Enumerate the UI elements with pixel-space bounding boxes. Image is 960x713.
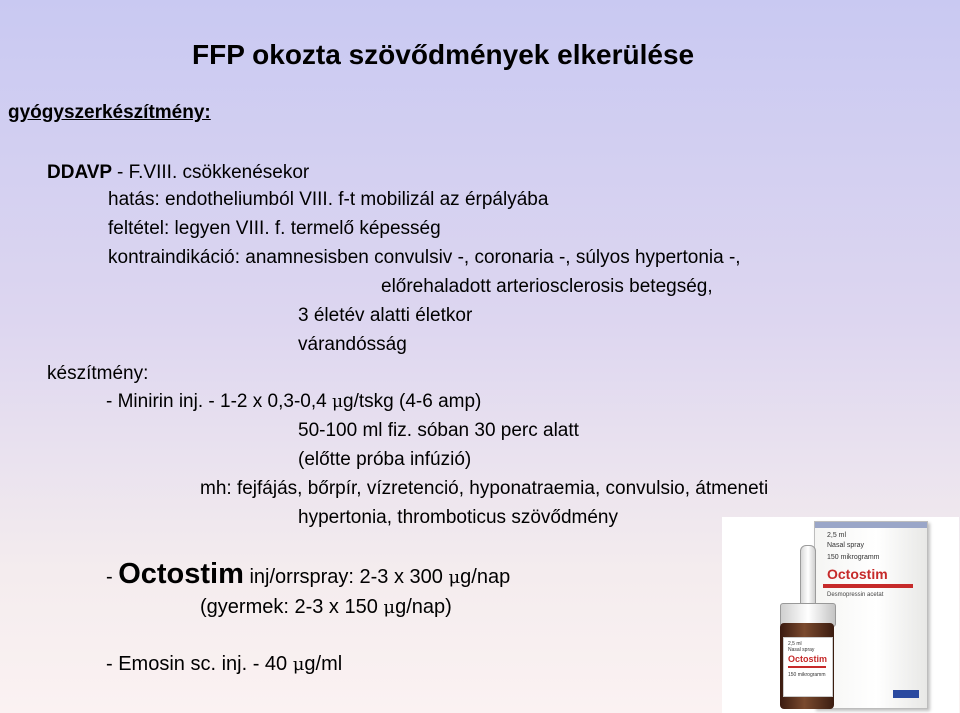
ddavp-contraindication-2: előrehaladott arteriosclerosis betegség, bbox=[381, 276, 713, 297]
ddavp-contraindication-1: kontraindikáció: anamnesisben convulsiv -, coronaria -, súlyos hypertonia -, bbox=[108, 247, 741, 268]
bottle-brand: Octostim bbox=[788, 654, 828, 664]
octostim-child-line bbox=[200, 597, 452, 617]
box-subtitle: Desmopressin acetat bbox=[827, 592, 884, 598]
box-type: Nasal spray bbox=[827, 542, 864, 549]
octostim-child-unit: g/nap) bbox=[395, 596, 452, 618]
box-doses: 150 mikrogramm bbox=[827, 554, 880, 561]
bottle-stripe bbox=[788, 666, 826, 668]
mu-symbol: μ bbox=[331, 392, 344, 412]
mu-symbol: μ bbox=[292, 654, 305, 675]
mu-symbol: μ bbox=[383, 597, 396, 618]
octostim-line bbox=[106, 560, 510, 589]
octostim-product-image bbox=[722, 517, 959, 713]
box-volume: 2,5 ml bbox=[827, 532, 847, 539]
octostim-dose: inj/orrspray: 2-3 x 300 bbox=[243, 566, 449, 588]
minirin-side-effects: mh: fejfájás, bőrpír, vízretenció, hyponatraemia, convulsio, átmeneti bbox=[200, 478, 769, 499]
ddavp-contraindication-3: 3 életév alatti életkor bbox=[298, 305, 473, 326]
ddavp-separator: - bbox=[117, 162, 124, 183]
box-logo bbox=[893, 690, 919, 698]
spray-nozzle bbox=[800, 545, 816, 607]
bottle-doses: 150 mikrogramm bbox=[788, 672, 826, 678]
ddavp-name: DDAVP bbox=[47, 162, 112, 183]
minirin-side-effects-2: hypertonia, thromboticus szövődmény bbox=[298, 507, 618, 528]
emosin-dose: - Emosin sc. inj. - 40 bbox=[106, 653, 293, 675]
bottle-type: Nasal spray bbox=[788, 647, 815, 653]
ddavp-line-1 bbox=[47, 163, 309, 182]
ddavp-indication: F.VIII. csökkenésekor bbox=[128, 162, 310, 183]
minirin-dose: - Minirin inj. - 1-2 x 0,3-0,4 bbox=[106, 391, 332, 412]
minirin-infusion: 50-100 ml fiz. sóban 30 perc alatt bbox=[298, 420, 579, 441]
box-stripe bbox=[823, 584, 913, 588]
octostim-name: Octostim bbox=[118, 558, 244, 590]
page-title: FFP okozta szövődmények elkerülése bbox=[192, 39, 695, 70]
octostim-child-dose: (gyermek: 2-3 x 150 bbox=[200, 596, 384, 618]
ddavp-effect: hatás: endotheliumból VIII. f-t mobilizál az érpályába bbox=[108, 189, 549, 210]
ddavp-contraindication-4: várandósság bbox=[298, 334, 407, 355]
bottle-label bbox=[783, 637, 833, 697]
spray-bottle bbox=[780, 623, 834, 709]
octostim-unit: g/nap bbox=[460, 566, 511, 588]
minirin-unit: g/tskg (4-6 amp) bbox=[343, 391, 482, 412]
emosin-line bbox=[106, 654, 342, 674]
keszitmeny-label: készítmény: bbox=[47, 363, 149, 384]
emosin-unit: g/ml bbox=[304, 653, 343, 675]
box-top-band bbox=[815, 522, 927, 528]
ddavp-condition: feltétel: legyen VIII. f. termelő képesség bbox=[108, 218, 441, 239]
section-heading: gyógyszerkészítmény: bbox=[8, 102, 211, 123]
bottle-volume: 2,5 ml bbox=[788, 641, 802, 647]
mu-symbol: μ bbox=[448, 567, 461, 588]
minirin-test: (előtte próba infúzió) bbox=[298, 449, 472, 470]
box-brand: Octostim bbox=[827, 566, 888, 582]
minirin-line bbox=[106, 392, 481, 411]
octostim-dash: - bbox=[106, 566, 119, 588]
